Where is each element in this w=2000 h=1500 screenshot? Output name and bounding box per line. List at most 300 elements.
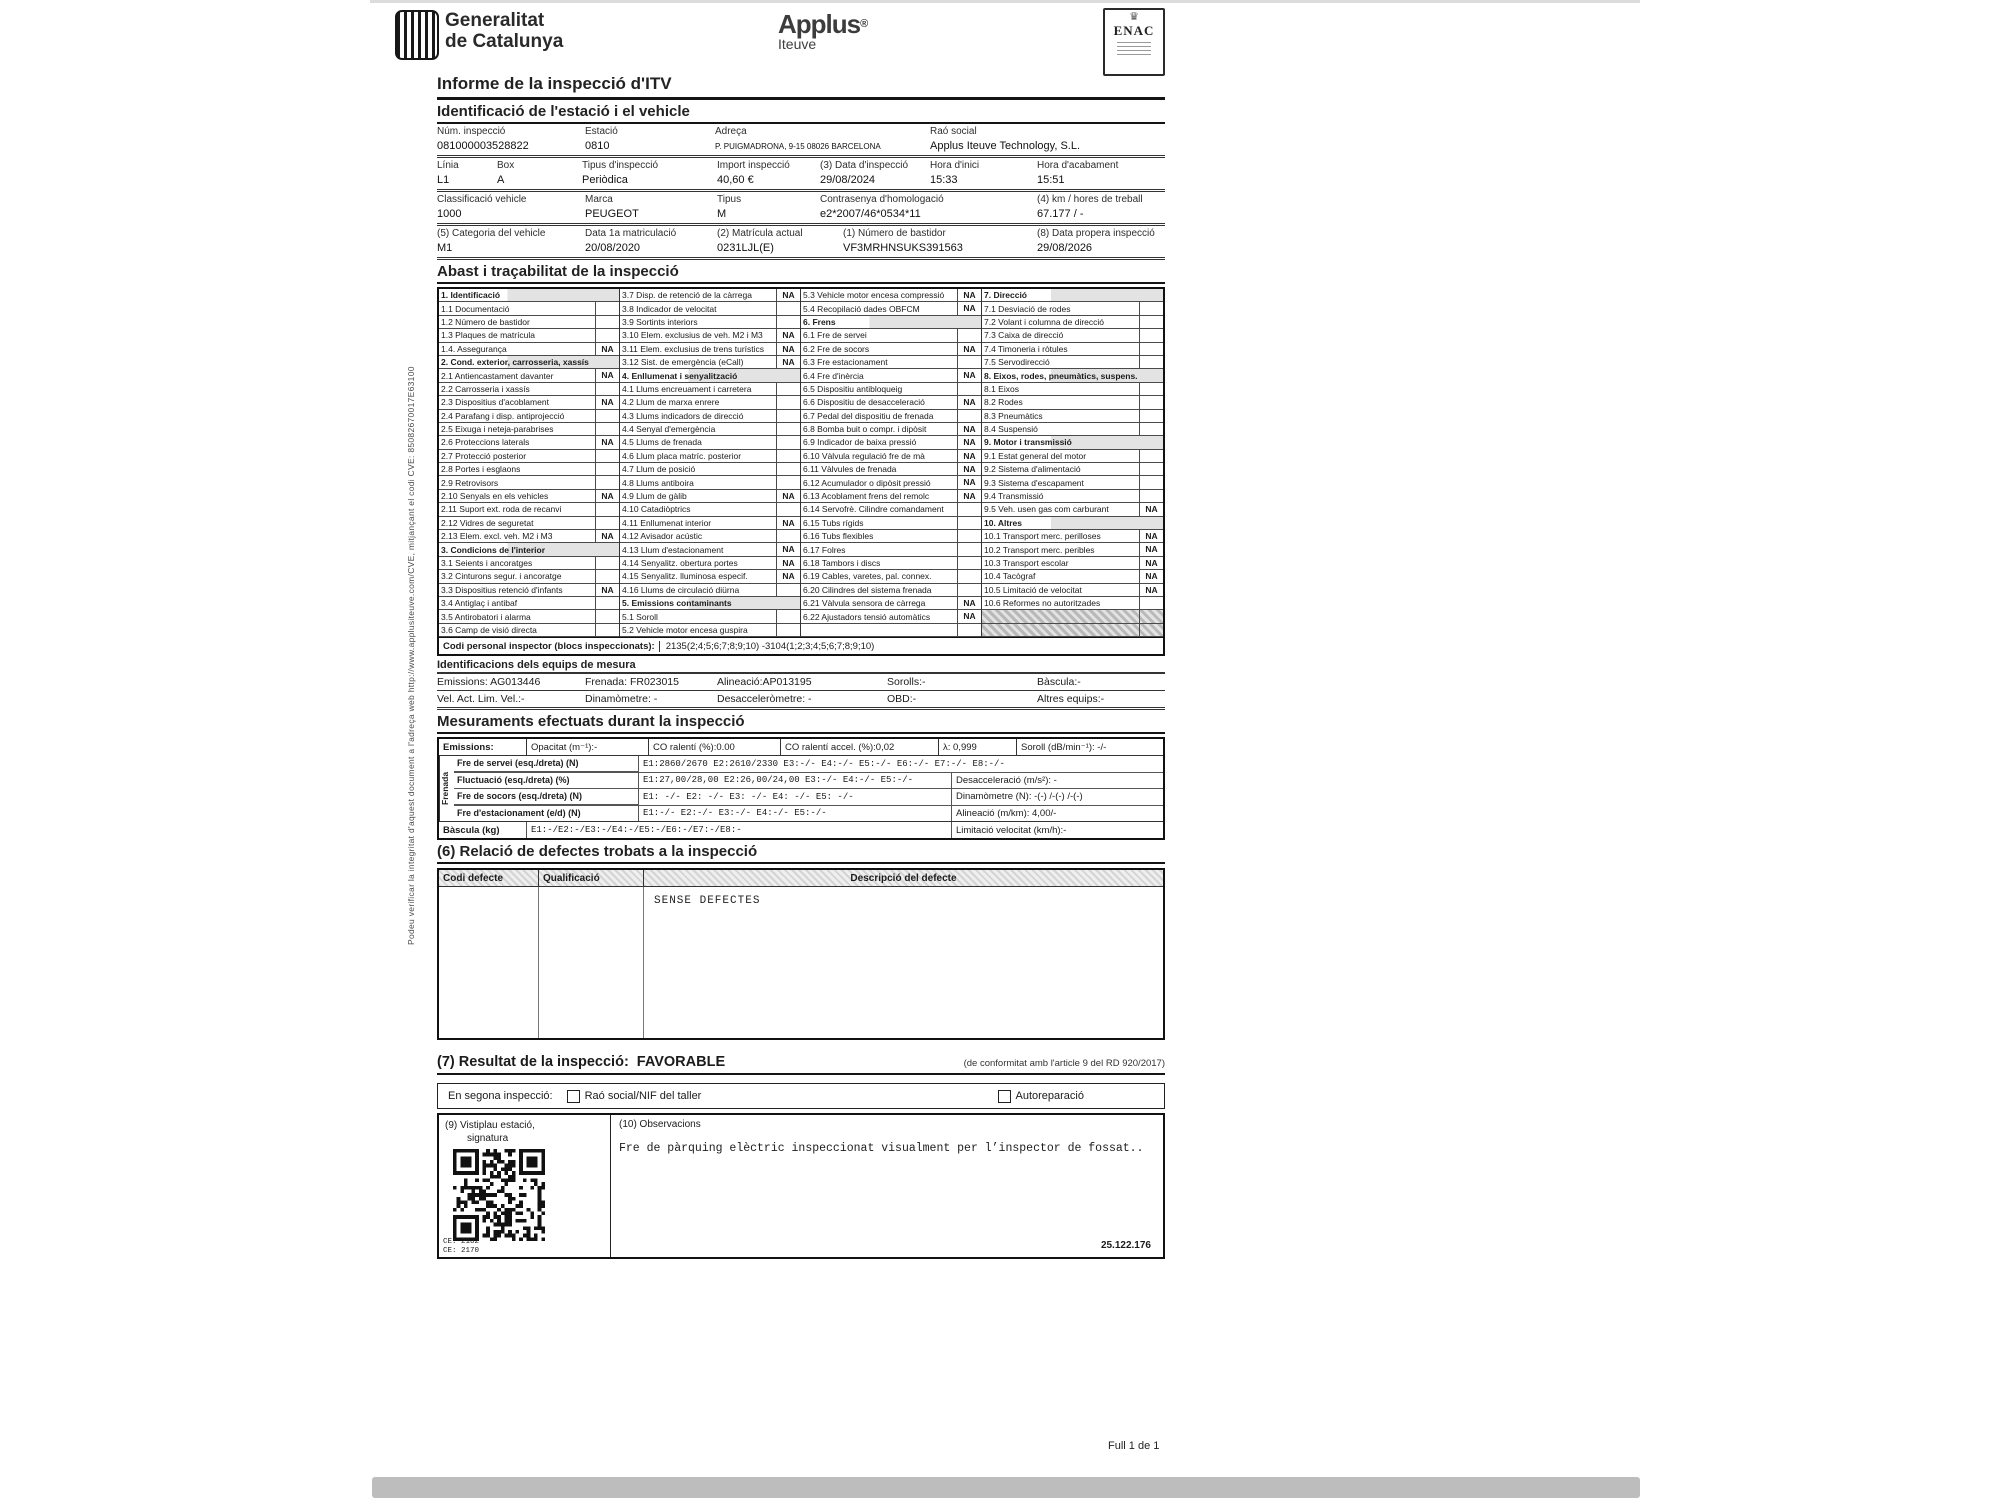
- na-flag: NA: [957, 289, 981, 301]
- field-label: Tipus: [717, 194, 742, 205]
- checklist-item-label: 2.3 Dispositius d'acoblament: [441, 397, 549, 408]
- equipment-row: [437, 690, 1165, 707]
- checklist-item: [439, 423, 619, 436]
- checklist-item-label: 3.4 Antiglaç i antibaf: [441, 598, 518, 609]
- checklist-item: [982, 410, 1163, 423]
- checklist-item-label: 8.3 Pneumàtics: [984, 410, 1043, 421]
- na-flag: [776, 476, 800, 488]
- checklist-item-label: 6.11 Vàlvules de frenada: [803, 464, 897, 475]
- na-flag: NA: [595, 530, 619, 542]
- equipment-value: Emissions: AG013446: [437, 676, 541, 689]
- enac-crown-icon: ♛: [1129, 11, 1139, 23]
- checklist-item: [801, 570, 981, 583]
- checklist-item: [801, 343, 981, 356]
- checklist-item: [620, 450, 800, 463]
- checklist-item: [801, 396, 981, 409]
- self-repair-checkbox[interactable]: [998, 1090, 1011, 1103]
- checklist-item-label: 4.15 Senyalitz. lluminosa especif.: [622, 571, 748, 582]
- identification-row: [437, 192, 1165, 226]
- checklist-item-label: 2.6 Proteccions laterals: [441, 437, 530, 448]
- checklist-item: [439, 584, 619, 597]
- field-value: 15:51: [1037, 174, 1065, 186]
- field-label: (5) Categoria del vehicle: [437, 228, 546, 239]
- checklist-item: [620, 369, 800, 382]
- generalitat-logo-icon: [395, 10, 439, 60]
- checklist-item: [439, 517, 619, 530]
- checklist-item-label: 4.2 Llum de marxa enrere: [622, 397, 720, 408]
- inspector-code-label: Codi personal inspector (blocs inspeccionats):: [439, 641, 660, 652]
- checklist-item-label: 8.4 Suspensió: [984, 424, 1038, 435]
- defect-code-column: [439, 887, 539, 1038]
- na-flag: [595, 610, 619, 622]
- checklist-item-label: 4.14 Senyalitz. obertura portes: [622, 558, 738, 568]
- checklist-item-label: 6.3 Fre estacionament: [803, 357, 888, 368]
- checklist-item-label: 1.2 Número de bastidor: [441, 316, 530, 327]
- na-flag: NA: [595, 436, 619, 448]
- checklist-item-label: 6.18 Tambors i discs: [803, 558, 881, 568]
- field-value: L1: [437, 174, 450, 186]
- checklist-item-label: 4.5 Llums de frenada: [622, 437, 702, 448]
- defects-table-header: [439, 870, 1163, 886]
- checklist-item: [982, 503, 1163, 516]
- identification-field: [1037, 194, 1165, 220]
- identification-field: [585, 228, 717, 254]
- result-legal-note: (de conformitat amb l'article 9 del RD 920/2017): [963, 1058, 1165, 1070]
- checklist-item: [982, 557, 1163, 570]
- no-defects-text: SENSE DEFECTES: [654, 895, 761, 908]
- identification-field: [1037, 160, 1165, 186]
- braking-row-label: Fre de servei (esq./dreta) (N): [454, 756, 639, 773]
- checklist-item: [801, 530, 981, 543]
- equipment-value: Alineació:AP013195: [717, 676, 812, 689]
- braking-row-label: Fre de socors (esq./dreta) (N): [454, 789, 639, 806]
- na-flag: [776, 463, 800, 475]
- na-flag: NA: [957, 597, 981, 609]
- na-flag: [776, 383, 800, 395]
- na-flag: [776, 316, 800, 328]
- approval-label-line2: signatura: [467, 1133, 509, 1145]
- braking-row-label: Fluctuació (esq./dreta) (%): [454, 772, 639, 789]
- na-flag: NA: [957, 450, 981, 462]
- checklist-item: [620, 316, 800, 329]
- checklist-item: [801, 490, 981, 503]
- field-label: Import inspecció: [717, 160, 790, 171]
- checklist-item-label: 3. Condicions de l'interior: [441, 544, 546, 555]
- checklist-item-label: 3.6 Camp de visió directa: [441, 624, 537, 635]
- na-flag: NA: [957, 369, 981, 381]
- checklist-column: [801, 289, 982, 637]
- na-flag: NA: [776, 490, 800, 502]
- na-flag: [957, 530, 981, 542]
- checklist-item: [620, 436, 800, 449]
- na-flag: NA: [595, 369, 619, 381]
- checklist-item: [982, 316, 1163, 329]
- na-flag: [595, 316, 619, 328]
- second-inspection-label: En segona inspecció:: [448, 1090, 553, 1103]
- na-flag: NA: [957, 343, 981, 355]
- braking-row-label: Fre d'estacionament (e/d) (N): [454, 806, 639, 822]
- checklist-item: [439, 597, 619, 610]
- checklist-item-label: 5. Emissions contaminants: [622, 598, 732, 609]
- scale-row: [439, 821, 1163, 838]
- checklist-item: [439, 356, 619, 369]
- checklist-item: [982, 517, 1163, 530]
- checklist-item: [982, 329, 1163, 342]
- field-label: Marca: [585, 194, 613, 205]
- applus-wordmark: Applus®: [778, 9, 868, 39]
- checklist-item: [620, 624, 800, 637]
- na-flag: NA: [957, 436, 981, 448]
- co-idle-value: CO ralentí (%):0.00: [649, 739, 781, 755]
- checklist-item-label: 7.5 Servodirecció: [984, 357, 1050, 368]
- checklist-item-label: 2. Cond. exterior, carrosseria, xassís: [441, 357, 589, 368]
- na-flag: [595, 410, 619, 422]
- section-title-abast: Abast i traçabilitat de la inspecció: [437, 260, 1165, 284]
- checklist-item: [801, 584, 981, 597]
- checklist-item: [620, 463, 800, 476]
- checklist-item: [982, 624, 1163, 637]
- checklist-item-label: 7.2 Volant i columna de direcció: [984, 316, 1105, 327]
- observations-cell: [611, 1115, 1163, 1257]
- checklist-item: [801, 543, 981, 556]
- checklist-item: [439, 624, 619, 637]
- braking-row-values: E1:2860/2670 E2:2610/2330 E3:-/- E4:-/- E5:-/- E6:-/- E7:-/- E8:-/-: [643, 758, 1005, 769]
- na-flag: [1139, 410, 1163, 422]
- station-approval-cell: [439, 1115, 611, 1257]
- checklist-column: [982, 289, 1163, 637]
- checklist-item: [801, 316, 981, 329]
- checklist-item-label: 2.13 Elem. excl. veh. M2 i M3: [441, 531, 553, 542]
- na-flag: [957, 329, 981, 341]
- identification-table: [437, 124, 1165, 260]
- field-label: (8) Data propera inspecció: [1037, 228, 1155, 239]
- checklist-item-label: 2.10 Senyals en els vehicles: [441, 491, 549, 502]
- checklist-item: [439, 450, 619, 463]
- na-flag: [776, 436, 800, 448]
- checklist-item-label: 1.1 Documentació: [441, 303, 510, 314]
- checklist-item: [439, 329, 619, 342]
- na-flag: NA: [595, 490, 619, 502]
- checklist-item: [982, 570, 1163, 583]
- checklist-item: [620, 490, 800, 503]
- emissions-label: Emissions:: [439, 739, 527, 755]
- checklist-item-label: 6.5 Dispositiu antibloqueig: [803, 383, 903, 394]
- checklist-item: [620, 289, 800, 302]
- checklist-item: [620, 410, 800, 423]
- na-flag: NA: [957, 302, 981, 314]
- equipment-value: Frenada: FR023015: [585, 676, 679, 689]
- result-label: (7) Resultat de la inspecció:: [437, 1054, 629, 1071]
- checklist-item-label: 3.12 Sist. de emergència (eCall): [622, 357, 744, 368]
- checklist-item-label: 3.1 Seients i ancoratges: [441, 558, 533, 568]
- checklist-item-label: 4.11 Enllumenat interior: [622, 517, 712, 528]
- checklist-item-label: 4.6 Llum placa matríc. posterior: [622, 450, 742, 461]
- field-value: 29/08/2024: [820, 174, 876, 186]
- na-flag: [595, 463, 619, 475]
- na-flag: [776, 450, 800, 462]
- na-flag: [1139, 329, 1163, 341]
- field-value: 0231LJL(E): [717, 242, 774, 254]
- checklist-item-label: 9.2 Sistema d'alimentació: [984, 464, 1081, 475]
- qr-code-ref-2: CE: 2170: [443, 1246, 480, 1255]
- na-flag: NA: [957, 610, 981, 622]
- checklist-item: [982, 356, 1163, 369]
- field-label: (3) Data d'inspecció: [820, 160, 909, 171]
- equipment-row: [437, 672, 1165, 690]
- checklist-item: [439, 383, 619, 396]
- na-flag: [776, 302, 800, 314]
- checklist-item: [439, 543, 619, 556]
- observations-text: Fre de pàrquing elèctric inspeccionat visualment per l’inspector de fossat..: [619, 1142, 1144, 1156]
- checklist-item: [620, 543, 800, 556]
- checklist-item-label: 3.2 Cinturons segur. i ancoratge: [441, 571, 562, 582]
- co-accel-value: CO ralentí accel. (%):0,02: [781, 739, 939, 755]
- na-flag: [957, 356, 981, 368]
- checklist-item: [439, 289, 619, 302]
- checklist-item-label: 9.3 Sistema d'escapament: [984, 477, 1084, 488]
- generalitat-line2: de Catalunya: [445, 31, 564, 52]
- qr-code: [453, 1149, 545, 1241]
- na-flag: [1139, 356, 1163, 368]
- braking-measurement-row: [454, 756, 1163, 773]
- checklist-item-label: 6.10 Vàlvula regulació fre de mà: [803, 450, 925, 461]
- checklist-item: [982, 530, 1163, 543]
- checklist-item: [801, 610, 981, 623]
- na-flag: [595, 503, 619, 515]
- checklist-item: [801, 503, 981, 516]
- identification-field: [717, 228, 843, 254]
- na-flag: NA: [595, 584, 619, 596]
- second-inspection-row: [437, 1083, 1165, 1109]
- na-flag: NA: [776, 517, 800, 529]
- identification-field: [585, 194, 717, 220]
- na-flag: [776, 410, 800, 422]
- page-count-label: Full 1 de 1: [1108, 1440, 1160, 1452]
- defect-description-column: [644, 887, 1163, 1038]
- na-flag: [595, 557, 619, 569]
- na-flag: NA: [957, 490, 981, 502]
- field-value: 29/08/2026: [1037, 242, 1093, 254]
- checklist-item: [801, 463, 981, 476]
- na-flag: [957, 557, 981, 569]
- field-value: M1: [437, 242, 453, 254]
- checklist-item-label: 2.12 Vidres de seguretat: [441, 517, 534, 528]
- scan-top-edge: [370, 0, 1640, 3]
- identification-field: [717, 194, 820, 220]
- checklist-item-label: 8.2 Rodes: [984, 397, 1023, 408]
- field-label: Data 1a matriculació: [585, 228, 677, 239]
- checklist-item: [620, 302, 800, 315]
- checklist-item-label: 6. Frens: [803, 316, 836, 327]
- workshop-checkbox[interactable]: [567, 1090, 580, 1103]
- field-label: Hora d'acabament: [1037, 160, 1119, 171]
- na-flag: NA: [957, 463, 981, 475]
- self-repair-label: Autoreparació: [1015, 1090, 1084, 1103]
- checklist-item-label: 7.4 Timoneria i ròtules: [984, 343, 1068, 354]
- na-flag: [595, 302, 619, 314]
- checklist-item-label: 2.7 Protecció posterior: [441, 450, 527, 461]
- checklist-item: [982, 396, 1163, 409]
- na-flag: NA: [776, 356, 800, 368]
- checklist-item-label: 6.17 Folres: [803, 544, 846, 555]
- checklist-item: [620, 503, 800, 516]
- na-flag: [1139, 490, 1163, 502]
- na-flag: [1139, 476, 1163, 488]
- checklist-item: [982, 383, 1163, 396]
- checklist-item-label: 3.11 Elem. exclusius de trens turístics: [622, 343, 765, 354]
- field-label: Estació: [585, 126, 618, 137]
- document-header: [437, 8, 1165, 72]
- na-flag: NA: [1139, 557, 1163, 569]
- checklist-item: [801, 450, 981, 463]
- equipment-value: Bàscula:-: [1037, 676, 1081, 689]
- na-flag: [595, 517, 619, 529]
- checklist-item: [439, 396, 619, 409]
- checklist-item-label: 5.4 Recopilació dades OBFCM: [803, 303, 920, 314]
- enac-fine-print: [1117, 42, 1151, 58]
- checklist-item-label: 1.3 Plaques de matrícula: [441, 330, 536, 341]
- checklist-item: [620, 517, 800, 530]
- checklist-item-label: 9.4 Transmissió: [984, 491, 1044, 502]
- checklist-item-label: 10.1 Transport merc. perilloses: [984, 531, 1101, 542]
- checklist-item-label: 4.3 Llums indicadors de direcció: [622, 410, 744, 421]
- checklist-item: [982, 450, 1163, 463]
- inspection-checklist-table: [437, 287, 1165, 637]
- checklist-item-label: 3.10 Elem. exclusius de veh. M2 i M3: [622, 330, 763, 341]
- checklist-item-label: 4.9 Llum de gàlib: [622, 491, 687, 502]
- checklist-item: [439, 316, 619, 329]
- na-flag: [1139, 423, 1163, 435]
- opacity-value: Opacitat (m⁻¹):-: [527, 739, 649, 755]
- na-flag: [957, 383, 981, 395]
- verification-note: Podeu verificar la integritat d'aquest document a l'adreça web http://www.applusiteuve.com/CVE, mitjançant el codi CVE: 85082670017E63100: [406, 366, 416, 945]
- checklist-item-label: 2.5 Eixuga i neteja-parabrises: [441, 424, 554, 435]
- field-label: Tipus d'inspecció: [582, 160, 659, 171]
- identification-field: [497, 160, 582, 186]
- na-flag: NA: [776, 343, 800, 355]
- braking-measurement-row: [454, 789, 1163, 806]
- document-number: 25.122.176: [1100, 1240, 1151, 1252]
- field-value: A: [497, 174, 505, 186]
- na-flag: [1139, 450, 1163, 462]
- na-flag: NA: [957, 396, 981, 408]
- checklist-item: [620, 610, 800, 623]
- checklist-item: [439, 570, 619, 583]
- braking-measurement-row: [454, 806, 1163, 822]
- field-value: Periòdica: [582, 174, 628, 186]
- na-flag: NA: [776, 289, 800, 301]
- checklist-item: [620, 423, 800, 436]
- result-value: FAVORABLE: [636, 1054, 726, 1071]
- scan-bottom-edge: [372, 1477, 1640, 1498]
- checklist-item-label: 7.3 Caixa de direcció: [984, 330, 1064, 341]
- equipment-table: [437, 672, 1165, 710]
- identification-field: [437, 194, 585, 220]
- checklist-item: [982, 597, 1163, 610]
- field-value: Applus Iteuve Technology, S.L.: [930, 140, 1081, 152]
- checklist-item-label: 6.13 Acoblament frens del remolc: [803, 491, 930, 502]
- workshop-option-label: Raó social/NIF del taller: [584, 1090, 702, 1103]
- checklist-item: [801, 436, 981, 449]
- checklist-item: [620, 557, 800, 570]
- checklist-column: [439, 289, 620, 637]
- registered-mark-icon: ®: [860, 18, 868, 30]
- field-value: 1000: [437, 208, 462, 220]
- checklist-item-label: 2.2 Carrosseria i xassís: [441, 383, 530, 394]
- na-flag: [776, 423, 800, 435]
- checklist-item: [982, 610, 1163, 623]
- identification-field: [437, 126, 585, 152]
- checklist-item-label: 1. Identificació: [441, 290, 501, 301]
- speed-limiter-value: Limitació velocitat (km/h):-: [951, 822, 1163, 838]
- checklist-item-label: 10.4 Tacògraf: [984, 571, 1036, 582]
- checklist-item-label: 6.2 Fre de socors: [803, 343, 870, 354]
- checklist-item: [801, 557, 981, 570]
- checklist-item-label: 5.1 Soroll: [622, 611, 658, 622]
- checklist-item: [801, 597, 981, 610]
- field-value: M: [717, 208, 727, 220]
- field-value: 67.177 / -: [1037, 208, 1084, 220]
- checklist-item-label: 6.7 Pedal del dispositiu de frenada: [803, 410, 934, 421]
- page-title: Informe de la inspecció d'ITV: [437, 74, 1165, 100]
- na-flag: [1139, 396, 1163, 408]
- self-repair-option: [998, 1090, 1085, 1102]
- checklist-item-label: 6.6 Dispositiu de desacceleració: [803, 397, 925, 408]
- checklist-item: [801, 423, 981, 436]
- checklist-item: [982, 463, 1163, 476]
- na-flag: [1139, 383, 1163, 395]
- checklist-item-label: 10. Altres: [984, 517, 1022, 528]
- measurements-table: [437, 737, 1165, 840]
- checklist-item: [982, 490, 1163, 503]
- na-flag: NA: [595, 396, 619, 408]
- field-value: PEUGEOT: [585, 208, 639, 220]
- na-flag: [595, 450, 619, 462]
- checklist-item-label: 6.9 Indicador de baixa pressió: [803, 437, 917, 448]
- na-flag: [595, 383, 619, 395]
- checklist-item: [982, 302, 1163, 315]
- checklist-item: [801, 329, 981, 342]
- emissions-row: [439, 739, 1163, 755]
- checklist-item-label: 10.5 Limitació de velocitat: [984, 584, 1082, 595]
- na-flag: [776, 530, 800, 542]
- checklist-item-label: 5.2 Vehicle motor encesa guspira: [622, 624, 748, 635]
- checklist-item: [620, 329, 800, 342]
- applus-sub-brand: Iteuve: [778, 36, 817, 52]
- field-label: Hora d'inici: [930, 160, 980, 171]
- identification-field: [820, 194, 1037, 220]
- checklist-item: [982, 584, 1163, 597]
- field-label: Contrasenya d'homologació: [820, 194, 944, 205]
- checklist-item: [982, 436, 1163, 449]
- qr-code-ref-1: CE: 2102: [443, 1238, 480, 1247]
- na-flag: [595, 329, 619, 341]
- enac-label: ENAC: [1113, 23, 1155, 38]
- field-label: Línia: [437, 160, 459, 171]
- checklist-item-label: 8.1 Eixos: [984, 383, 1019, 394]
- inspector-code-row: [437, 637, 1165, 656]
- checklist-item: [620, 530, 800, 543]
- checklist-item-label: 6.22 Ajustadors tensió automàtics: [803, 611, 931, 622]
- braking-row-values: E1: -/- E2: -/- E3: -/- E4: -/- E5: -/-: [643, 791, 854, 802]
- checklist-item: [620, 570, 800, 583]
- checklist-item-label: 2.4 Parafang i disp. antiprojecció: [441, 410, 565, 421]
- field-label: Adreça: [715, 126, 747, 137]
- checklist-item: [439, 343, 619, 356]
- checklist-item-label: 6.4 Fre d'inèrcia: [803, 370, 864, 381]
- checklist-item: [439, 369, 619, 382]
- checklist-item: [439, 410, 619, 423]
